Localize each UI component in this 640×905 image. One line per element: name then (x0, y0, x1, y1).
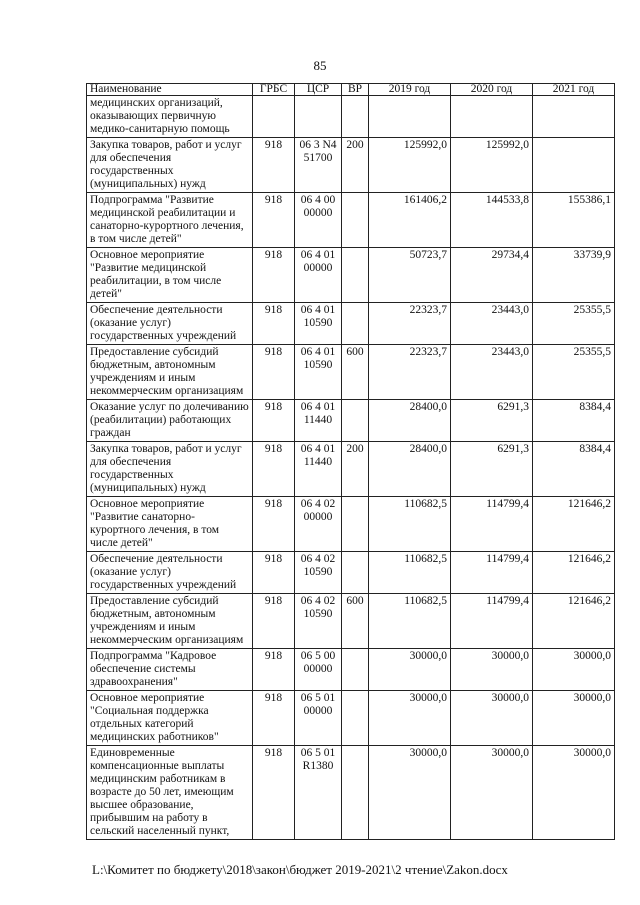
header-name: Наименование (87, 84, 253, 96)
cell-name: Обеспечение деятельности (оказание услуг) государственных учреждений (87, 303, 253, 345)
cell-grbs: 918 (253, 594, 295, 649)
cell-vr: 600 (342, 345, 369, 400)
cell-2020: 114799,4 (451, 497, 533, 552)
cell-csr: 06 3 N4 51700 (295, 138, 342, 193)
cell-2021 (533, 138, 615, 193)
table-row (87, 649, 615, 691)
cell-2021: 25355,5 (533, 345, 615, 400)
header-2020: 2020 год (451, 84, 533, 96)
table-row (87, 400, 615, 442)
budget-table (86, 83, 615, 840)
cell-2020: 30000,0 (451, 649, 533, 691)
cell-name: Подпрограмма "Кадровое обеспечение системы здравоохранения" (87, 649, 253, 691)
table-row (87, 345, 615, 400)
cell-2019: 110682,5 (369, 552, 451, 594)
cell-2019: 22323,7 (369, 303, 451, 345)
cell-2019: 28400,0 (369, 400, 451, 442)
page-number: 85 (313, 58, 327, 73)
cell-csr (295, 96, 342, 138)
table-row (87, 96, 615, 138)
cell-csr: 06 4 01 10590 (295, 345, 342, 400)
cell-csr: 06 4 01 10590 (295, 303, 342, 345)
cell-csr: 06 5 00 00000 (295, 649, 342, 691)
cell-2021 (533, 96, 615, 138)
cell-2019: 110682,5 (369, 497, 451, 552)
cell-vr (342, 649, 369, 691)
cell-name: Предоставление субсидий бюджетным, автономным учреждениям и иным некоммерческим организациям (87, 594, 253, 649)
cell-grbs: 918 (253, 303, 295, 345)
header-grbs: ГРБС (253, 84, 295, 96)
cell-csr: 06 5 01 00000 (295, 691, 342, 746)
table-row (87, 691, 615, 746)
cell-grbs: 918 (253, 248, 295, 303)
cell-name: Обеспечение деятельности (оказание услуг) государственных учреждений (87, 552, 253, 594)
table-row (87, 594, 615, 649)
header-2021: 2021 год (533, 84, 615, 96)
cell-2020: 29734,4 (451, 248, 533, 303)
cell-vr: 200 (342, 138, 369, 193)
cell-grbs: 918 (253, 193, 295, 248)
table-row (87, 138, 615, 193)
cell-vr (342, 96, 369, 138)
cell-2020: 30000,0 (451, 746, 533, 840)
cell-name: Подпрограмма "Развитие медицинской реабилитации и санаторно-курортного лечения, в том числе детей" (87, 193, 253, 248)
cell-name: Закупка товаров, работ и услуг для обеспечения государственных (муниципальных) нужд (87, 138, 253, 193)
footer-file-path: L:\Комитет по бюджету\2018\закон\бюджет 2019-2021\2 чтение\Zakon.docx (92, 862, 508, 877)
cell-2021: 121646,2 (533, 552, 615, 594)
cell-csr: 06 5 01 R1380 (295, 746, 342, 840)
cell-grbs: 918 (253, 691, 295, 746)
header-csr: ЦСР (295, 84, 342, 96)
cell-2019: 50723,7 (369, 248, 451, 303)
cell-csr: 06 4 02 00000 (295, 497, 342, 552)
cell-name: Основное мероприятие "Развитие медицинской реабилитации, в том числе детей" (87, 248, 253, 303)
cell-grbs: 918 (253, 345, 295, 400)
cell-2019: 22323,7 (369, 345, 451, 400)
cell-2020: 114799,4 (451, 552, 533, 594)
header-vr: ВР (342, 84, 369, 96)
cell-name: Основное мероприятие "Развитие санаторно-курортного лечения, в том числе детей" (87, 497, 253, 552)
table-row (87, 442, 615, 497)
cell-2020: 144533,8 (451, 193, 533, 248)
cell-2021: 30000,0 (533, 649, 615, 691)
cell-2020: 30000,0 (451, 691, 533, 746)
cell-2020: 6291,3 (451, 442, 533, 497)
cell-2019: 30000,0 (369, 649, 451, 691)
cell-2021: 33739,9 (533, 248, 615, 303)
cell-2019: 30000,0 (369, 746, 451, 840)
cell-csr: 06 4 01 11440 (295, 442, 342, 497)
table-row (87, 248, 615, 303)
cell-2020: 23443,0 (451, 345, 533, 400)
cell-vr (342, 303, 369, 345)
cell-csr: 06 4 01 00000 (295, 248, 342, 303)
cell-name: Основное мероприятие "Социальная поддержка отдельных категорий медицинских работников" (87, 691, 253, 746)
cell-grbs: 918 (253, 649, 295, 691)
cell-2019: 28400,0 (369, 442, 451, 497)
cell-name: Закупка товаров, работ и услуг для обеспечения государственных (муниципальных) нужд (87, 442, 253, 497)
cell-2019 (369, 96, 451, 138)
cell-vr (342, 691, 369, 746)
cell-2021: 25355,5 (533, 303, 615, 345)
cell-2021: 8384,4 (533, 442, 615, 497)
cell-name: Предоставление субсидий бюджетным, автономным учреждениям и иным некоммерческим организациям (87, 345, 253, 400)
cell-grbs: 918 (253, 497, 295, 552)
cell-2021: 155386,1 (533, 193, 615, 248)
cell-grbs: 918 (253, 400, 295, 442)
table-row (87, 746, 615, 840)
cell-grbs: 918 (253, 746, 295, 840)
cell-csr: 06 4 02 10590 (295, 594, 342, 649)
cell-2020: 23443,0 (451, 303, 533, 345)
cell-name: Оказание услуг по долечиванию (реабилитации) работающих граждан (87, 400, 253, 442)
cell-2019: 125992,0 (369, 138, 451, 193)
cell-grbs (253, 96, 295, 138)
table-row (87, 193, 615, 248)
cell-csr: 06 4 00 00000 (295, 193, 342, 248)
cell-vr (342, 552, 369, 594)
cell-vr: 200 (342, 442, 369, 497)
cell-name: Единовременные компенсационные выплаты медицинским работникам в возрасте до 50 лет, имеющим высшее образование, прибывшим на работу в сельский населенный пункт, (87, 746, 253, 840)
cell-vr (342, 746, 369, 840)
cell-csr: 06 4 02 10590 (295, 552, 342, 594)
cell-vr (342, 248, 369, 303)
cell-vr (342, 497, 369, 552)
cell-2020: 114799,4 (451, 594, 533, 649)
cell-2020: 125992,0 (451, 138, 533, 193)
cell-grbs: 918 (253, 552, 295, 594)
table-row (87, 497, 615, 552)
header-2019: 2019 год (369, 84, 451, 96)
cell-2020 (451, 96, 533, 138)
cell-2019: 30000,0 (369, 691, 451, 746)
cell-2021: 8384,4 (533, 400, 615, 442)
cell-name: медицинских организаций, оказывающих первичную медико-санитарную помощь (87, 96, 253, 138)
cell-vr (342, 193, 369, 248)
cell-2021: 30000,0 (533, 746, 615, 840)
table-row (87, 303, 615, 345)
cell-grbs: 918 (253, 442, 295, 497)
cell-2019: 110682,5 (369, 594, 451, 649)
table-row (87, 552, 615, 594)
cell-grbs: 918 (253, 138, 295, 193)
cell-2021: 121646,2 (533, 497, 615, 552)
table-body (87, 96, 615, 840)
cell-2021: 121646,2 (533, 594, 615, 649)
cell-vr (342, 400, 369, 442)
cell-2019: 161406,2 (369, 193, 451, 248)
cell-2021: 30000,0 (533, 691, 615, 746)
cell-2020: 6291,3 (451, 400, 533, 442)
cell-vr: 600 (342, 594, 369, 649)
cell-csr: 06 4 01 11440 (295, 400, 342, 442)
table-header-row (87, 84, 615, 96)
